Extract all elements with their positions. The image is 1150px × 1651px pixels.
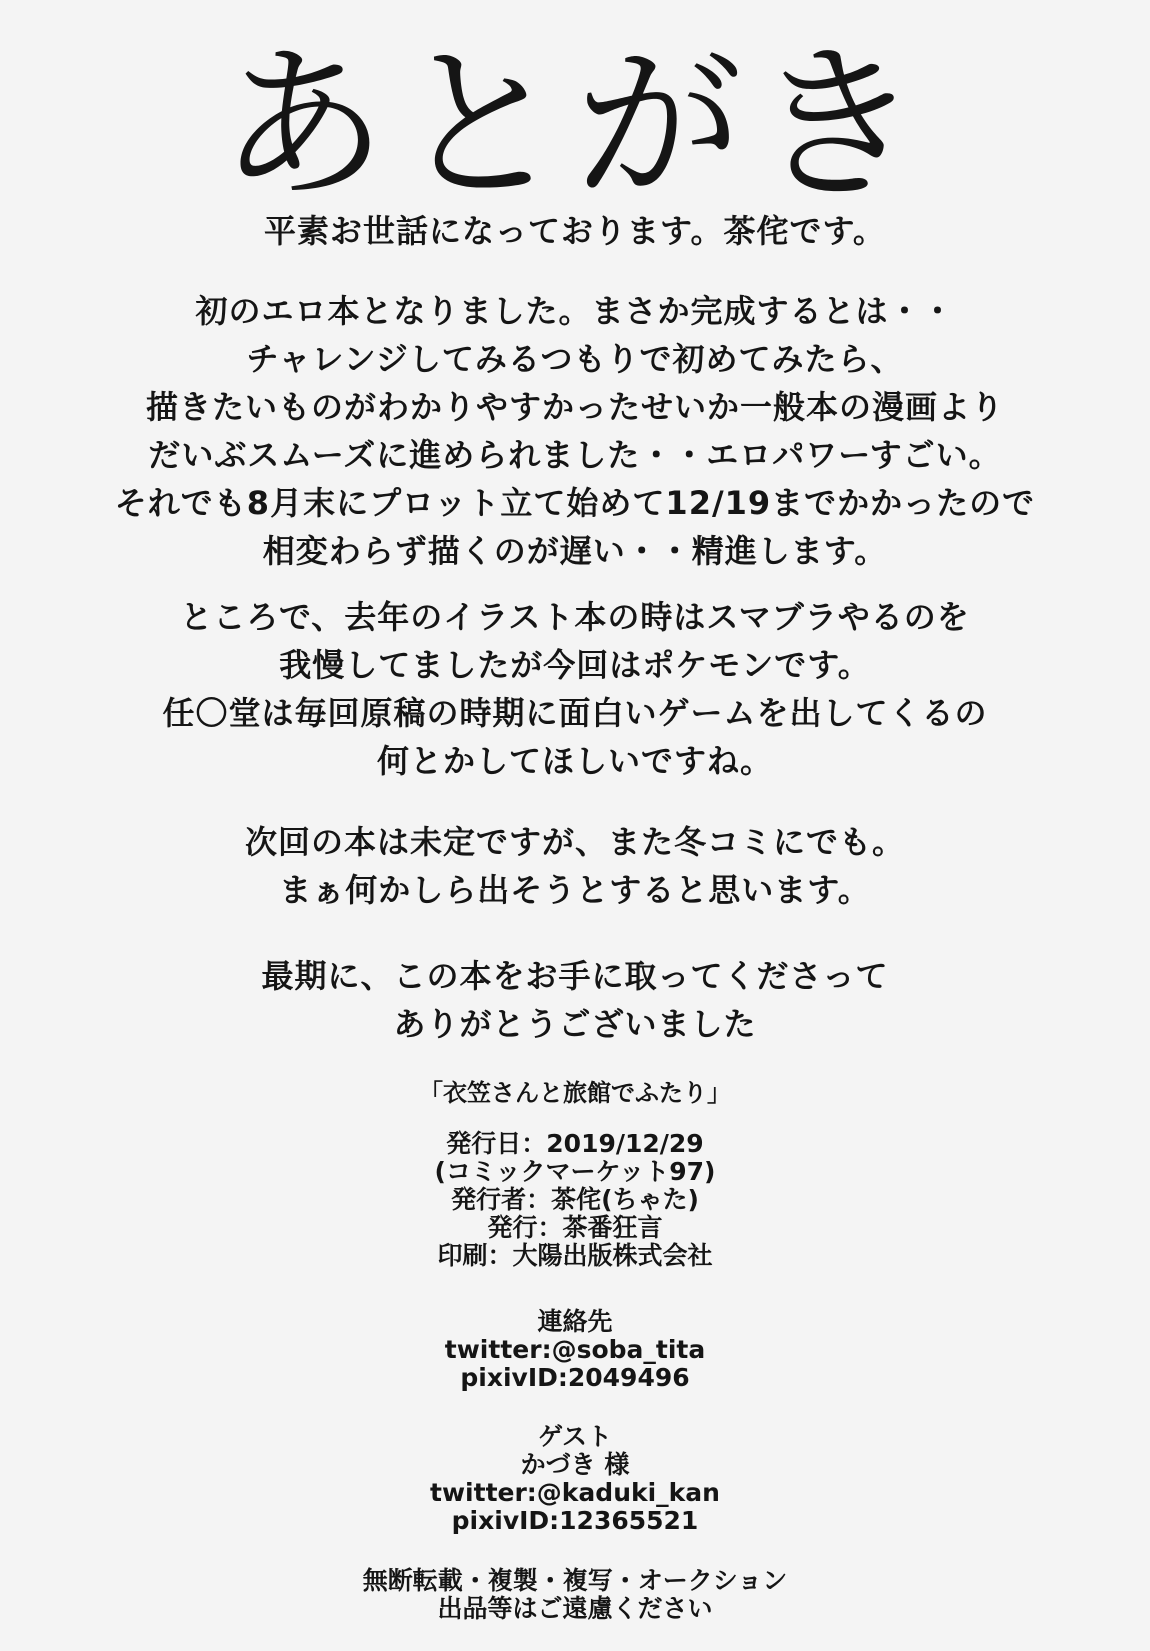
text-line: 任〇堂は毎回原稿の時期に面白いゲームを出してくるの <box>162 694 988 732</box>
text-line: ありがとうございました <box>393 1005 757 1043</box>
greeting-line: 平素お世話になっております。茶侘です。 <box>264 212 886 250</box>
guest-twitter: twitter:@kaduki_kan <box>430 1478 720 1507</box>
guest-name: かづき 様 <box>520 1450 630 1479</box>
text-line: 次回の本は未定ですが、また冬コミにでも。 <box>244 823 905 861</box>
publish-date: 発行日：2019/12/29 <box>446 1129 704 1158</box>
contact-twitter: twitter:@soba_tita <box>444 1335 706 1364</box>
notice-line: 出品等はご遠慮ください <box>437 1594 713 1623</box>
page-title: あとがき <box>219 27 931 223</box>
text-line: 最期に、この本をお手に取ってくださって <box>261 957 889 995</box>
text-line: ところで、去年のイラスト本の時はスマブラやるのを <box>180 598 970 636</box>
text-line: まぁ何かしら出そうとすると思います。 <box>279 871 871 909</box>
guest-heading: ゲスト <box>537 1422 612 1451</box>
contact-block <box>0 1308 1150 1392</box>
circle-name: 発行：茶番狂言 <box>487 1213 663 1242</box>
text-line: 初のエロ本となりました。まさか完成するとは・・ <box>195 292 955 330</box>
colophon <box>0 1130 1150 1270</box>
paragraph-first-book <box>0 287 1150 575</box>
text-line: 描きたいものがわかりやすかったせいか一般本の漫画より <box>145 388 1004 426</box>
publisher: 発行者：茶侘(ちゃた) <box>451 1185 699 1214</box>
text-line: 相変わらず描くのが遅い・・精進します。 <box>262 532 888 570</box>
text-line: チャレンジしてみるつもりで初めてみたら、 <box>246 340 904 378</box>
printer: 印刷：大陽出版株式会社 <box>437 1241 713 1270</box>
greeting-paragraph <box>0 207 1150 255</box>
guest-pixiv: pixivID:12365521 <box>451 1506 699 1535</box>
contact-heading: 連絡先 <box>537 1307 613 1336</box>
paragraph-games <box>0 593 1150 785</box>
notice-line: 無断転載・複製・複写・オークション <box>362 1566 788 1595</box>
paragraph-thanks <box>0 952 1150 1048</box>
event-name: (コミックマーケット97) <box>434 1157 716 1186</box>
text-line: 何とかしてほしいですね。 <box>376 742 773 780</box>
contact-pixiv: pixivID:2049496 <box>460 1363 690 1392</box>
text-line: それでも8月末にプロット立て始めて12/19までかかったので <box>114 484 1036 522</box>
guest-block <box>0 1423 1150 1535</box>
copyright-notice <box>0 1567 1150 1623</box>
paragraph-next-book <box>0 818 1150 914</box>
text-line: 我慢してましたが今回はポケモンです。 <box>279 646 871 684</box>
book-title: 「衣笠さんと旅館でふたり」 <box>419 1079 731 1107</box>
text-line: だいぶスムーズに進められました・・エロパワーすごい。 <box>148 436 1002 474</box>
